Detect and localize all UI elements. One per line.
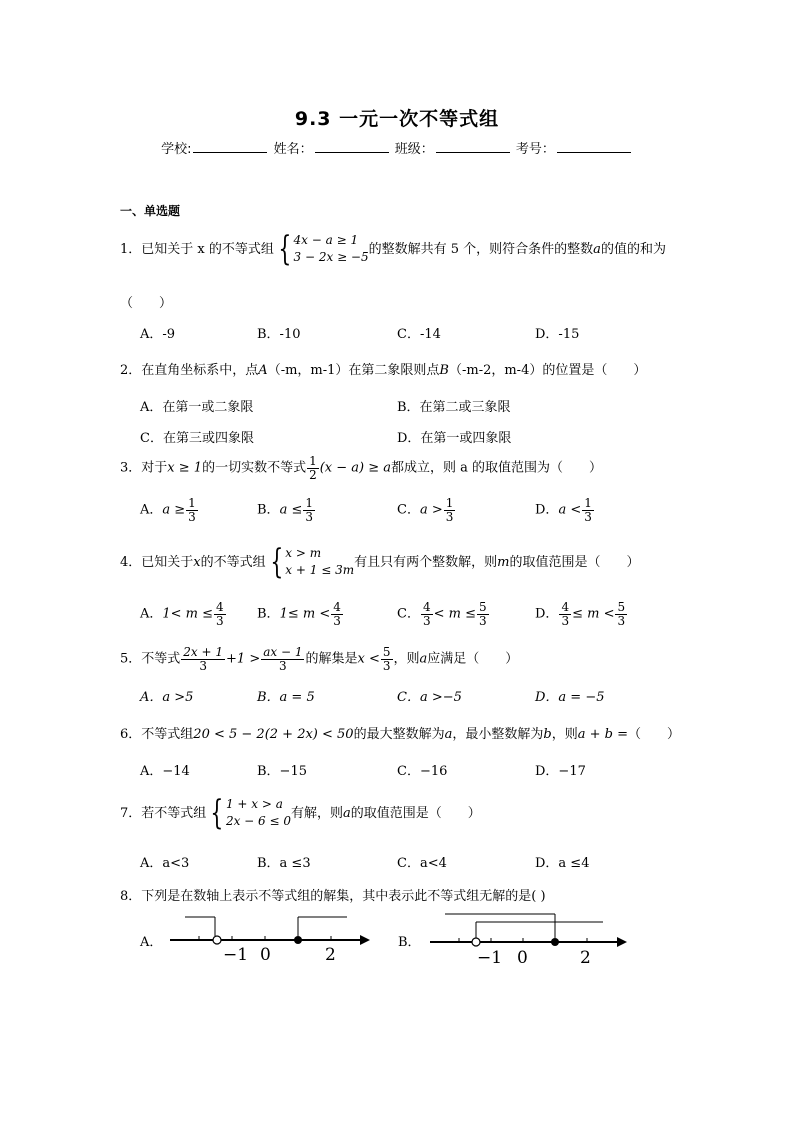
question-5 xyxy=(120,646,518,672)
numerator: 4 xyxy=(333,600,341,614)
option-b[interactable] xyxy=(257,601,344,627)
option-c[interactable] xyxy=(397,601,490,627)
option-a[interactable]: A．a >5 xyxy=(140,690,194,705)
math-expr: a > xyxy=(419,502,443,518)
question-text: （ ） xyxy=(627,727,680,742)
option-b[interactable]: B．在第二或三象限 xyxy=(397,400,511,415)
option-c[interactable]: C．a >−5 xyxy=(397,690,462,705)
question-text: 的整数解共有 5 个，则符合条件的整数 xyxy=(368,241,594,257)
fraction xyxy=(477,601,489,627)
math-expr: +1 > xyxy=(226,651,261,667)
numerator: 5 xyxy=(617,600,626,614)
fraction xyxy=(303,497,315,523)
denominator: 3 xyxy=(422,613,431,628)
option-d[interactable] xyxy=(535,601,628,627)
question-text: 有解，则 xyxy=(290,805,343,821)
option-d[interactable]: D．a = −5 xyxy=(535,690,605,705)
tick-label: 2 xyxy=(580,948,591,968)
number-line-b xyxy=(425,908,635,968)
question-text: 的取值范围是（ ） xyxy=(509,554,640,570)
fraction xyxy=(559,601,571,627)
arrow-icon xyxy=(617,937,627,947)
numerator: 5 xyxy=(478,600,487,614)
denominator: 2 xyxy=(309,467,317,482)
system-row: x > m xyxy=(285,546,322,560)
math-expr: 1≤ m < xyxy=(279,606,331,622)
name-label: 姓名： xyxy=(273,142,313,157)
denominator: 3 xyxy=(333,613,341,628)
numerator: 1 xyxy=(305,496,313,510)
class-label: 班级： xyxy=(394,142,434,157)
math-expr: ≤ m < xyxy=(572,606,615,622)
math-var: a xyxy=(419,651,428,667)
option-a[interactable]: A． xyxy=(140,935,163,950)
numerator: 1 xyxy=(188,496,196,510)
section-heading: 一、单选题 xyxy=(120,204,181,218)
open-point-icon xyxy=(472,938,480,946)
option-d[interactable] xyxy=(535,497,595,523)
math-expr: x < xyxy=(357,651,380,667)
school-field[interactable] xyxy=(193,140,267,153)
option-b[interactable]: B．a ≤3 xyxy=(257,856,311,871)
numerator: 4 xyxy=(216,600,224,614)
option-d[interactable]: D．a ≤4 xyxy=(535,856,590,871)
fraction xyxy=(421,601,433,627)
question-text: 的取值范围是（ ） xyxy=(350,805,481,821)
tick-label: −1 xyxy=(477,948,503,968)
option-c[interactable]: C．在第三或四象限 xyxy=(140,431,254,446)
question-number: 8． xyxy=(120,889,142,904)
inequality-system: { 1 + x > a 2x − 6 ≤ 0 xyxy=(210,793,291,834)
question-text: 的解集是 xyxy=(305,651,358,667)
system-row: 1 + x > a xyxy=(225,797,283,811)
question-text: ，则 xyxy=(551,727,578,742)
question-number: 6． xyxy=(120,727,142,742)
page-title: 9.3 一元一次不等式组 xyxy=(294,108,500,130)
question-3 xyxy=(120,455,602,481)
math-expr: 1< m ≤ xyxy=(162,606,214,622)
question-text: 已知关于 xyxy=(141,554,194,570)
math-expr: x ≥ 1 xyxy=(167,460,203,476)
denominator: 3 xyxy=(382,658,391,673)
math-expr: 20 < 5 − 2(2 + 2x) < 50 xyxy=(193,727,354,742)
denominator: 3 xyxy=(279,658,287,673)
option-c[interactable] xyxy=(397,497,456,523)
question-text: 对于 xyxy=(141,460,168,476)
fraction xyxy=(444,497,456,523)
question-text: 的最大整数解为 xyxy=(353,727,445,742)
numerator: 4 xyxy=(561,600,570,614)
fraction xyxy=(582,497,594,523)
system-row: 3 − 2x ≥ −5 xyxy=(293,250,369,265)
closed-point-icon xyxy=(294,936,302,944)
tick-label: 0 xyxy=(260,945,271,965)
math-expr: < m ≤ xyxy=(433,606,476,622)
option-d[interactable]: D．-15 xyxy=(535,327,580,342)
denominator: 3 xyxy=(617,613,626,628)
option-label: B． xyxy=(257,606,280,622)
option-c[interactable]: C．-14 xyxy=(397,327,441,342)
number-label: 考号： xyxy=(515,142,555,157)
question-text: 应满足（ ） xyxy=(427,651,519,667)
question-text: 在直角坐标系中，点 xyxy=(141,363,259,378)
closed-point-icon xyxy=(551,938,559,946)
math-expr: a ≤ xyxy=(279,502,303,518)
question-text: 的值的和为 xyxy=(600,241,666,257)
system-row: 2x − 6 ≤ 0 xyxy=(225,814,291,829)
inequality-system: { 4x − a ≥ 1 3 − 2x ≥ −5 xyxy=(278,229,369,270)
numerator: 1 xyxy=(445,496,454,510)
question-text: （-m-2，m-4）的位置是（ ） xyxy=(448,363,647,378)
fraction xyxy=(181,646,225,672)
question-text: 不等式 xyxy=(141,651,181,667)
student-info-line xyxy=(0,138,794,157)
school-label: 学校: xyxy=(161,142,192,157)
numerator: 1 xyxy=(309,454,317,468)
math-var: a xyxy=(593,241,601,257)
math-expr: (x − a) ≥ a xyxy=(319,460,392,476)
fraction xyxy=(186,497,198,523)
option-label: A． xyxy=(140,606,163,622)
option-b[interactable]: B． xyxy=(398,935,421,950)
fraction xyxy=(214,601,226,627)
denominator: 3 xyxy=(188,509,196,524)
fraction xyxy=(381,646,393,672)
math-expr: a ≥ xyxy=(162,502,186,518)
question-6 xyxy=(120,723,680,742)
option-b[interactable]: B．−15 xyxy=(257,764,307,779)
option-a[interactable]: A．在第一或二象限 xyxy=(140,400,254,415)
option-label: B． xyxy=(257,502,280,518)
numerator: 1 xyxy=(584,496,592,510)
question-text: （-m，m-1）在第二象限则点 xyxy=(267,363,440,378)
option-a[interactable] xyxy=(140,601,227,627)
option-d[interactable]: D．−17 xyxy=(535,764,586,779)
option-d[interactable]: D．在第一或四象限 xyxy=(397,431,512,446)
question-text: 的不等式组 xyxy=(200,554,266,570)
option-a[interactable]: A．a<3 xyxy=(140,856,190,871)
denominator: 3 xyxy=(445,509,454,524)
question-text: 不等式组 xyxy=(141,727,194,742)
question-7 xyxy=(120,793,481,834)
question-number: 1． xyxy=(120,241,142,257)
question-text: 的一切实数不等式 xyxy=(202,460,307,476)
question-4 xyxy=(120,542,640,583)
question-text: 若不等式组 xyxy=(141,805,207,821)
tick-label: −1 xyxy=(223,945,249,965)
option-b[interactable] xyxy=(257,497,316,523)
question-number: 5． xyxy=(120,651,142,667)
number-field[interactable] xyxy=(557,140,631,153)
math-var: a xyxy=(444,727,453,742)
question-text: 有且只有两个整数解，则 xyxy=(354,554,498,570)
question-1 xyxy=(120,229,666,270)
question-number: 4． xyxy=(120,554,142,570)
denominator: 3 xyxy=(584,509,592,524)
option-a[interactable]: A．−14 xyxy=(140,764,190,779)
question-text: ，最小整数解为 xyxy=(452,727,544,742)
system-row: x + 1 ≤ 3m xyxy=(285,563,355,578)
math-var: m xyxy=(497,554,510,570)
option-label: D． xyxy=(535,606,559,622)
name-field[interactable] xyxy=(315,140,389,153)
option-a[interactable] xyxy=(140,497,199,523)
question-1-cont: （ ） xyxy=(120,296,173,311)
option-label: C． xyxy=(397,502,420,518)
fraction xyxy=(261,646,304,672)
question-number: 3． xyxy=(120,460,142,476)
option-c[interactable]: C．a<4 xyxy=(397,856,447,871)
arrow-icon xyxy=(360,935,370,945)
numerator: 5 xyxy=(382,645,391,659)
inequality-system: { x > m x + 1 ≤ 3m xyxy=(269,542,355,583)
denominator: 3 xyxy=(216,613,224,628)
number-line-a xyxy=(165,908,375,968)
tick-label: 0 xyxy=(517,948,528,968)
fraction xyxy=(307,455,319,481)
fraction xyxy=(331,601,343,627)
denominator: 3 xyxy=(305,509,313,524)
option-label: D． xyxy=(535,502,559,518)
question-number: 7． xyxy=(120,805,142,821)
option-a[interactable]: A．-9 xyxy=(140,327,176,342)
denominator: 3 xyxy=(478,613,487,628)
denominator: 3 xyxy=(199,658,207,673)
numerator: ax − 1 xyxy=(263,645,303,659)
system-row: 4x − a ≥ 1 xyxy=(293,233,359,247)
question-text: 下列是在数轴上表示不等式组的解集，其中表示此不等式组无解的是( ) xyxy=(141,889,546,904)
denominator: 3 xyxy=(561,613,570,628)
question-text: 已知关于 x 的不等式组 xyxy=(141,241,274,257)
option-label: A． xyxy=(140,502,163,518)
math-var: b xyxy=(543,727,552,742)
math-var: a xyxy=(343,805,351,821)
option-label: C． xyxy=(397,606,420,622)
option-c[interactable]: C．−16 xyxy=(397,764,448,779)
fraction xyxy=(615,601,627,627)
question-text: 都成立，则 a 的取值范围为（ ） xyxy=(391,460,603,476)
question-text: ，则 xyxy=(393,651,420,667)
numerator: 2x + 1 xyxy=(183,645,224,659)
point-label: A xyxy=(258,363,268,378)
question-number: 2． xyxy=(120,363,142,378)
class-field[interactable] xyxy=(436,140,510,153)
question-2 xyxy=(120,359,646,378)
tick-label: 2 xyxy=(325,945,336,965)
math-var: x xyxy=(193,554,201,570)
numerator: 4 xyxy=(422,600,431,614)
option-b[interactable]: B．a = 5 xyxy=(257,690,315,705)
open-point-icon xyxy=(213,936,221,944)
math-expr: a + b = xyxy=(577,727,628,742)
question-8 xyxy=(120,885,546,904)
option-b[interactable]: B．-10 xyxy=(257,327,301,342)
point-label: B xyxy=(439,363,449,378)
math-expr: a < xyxy=(558,502,582,518)
